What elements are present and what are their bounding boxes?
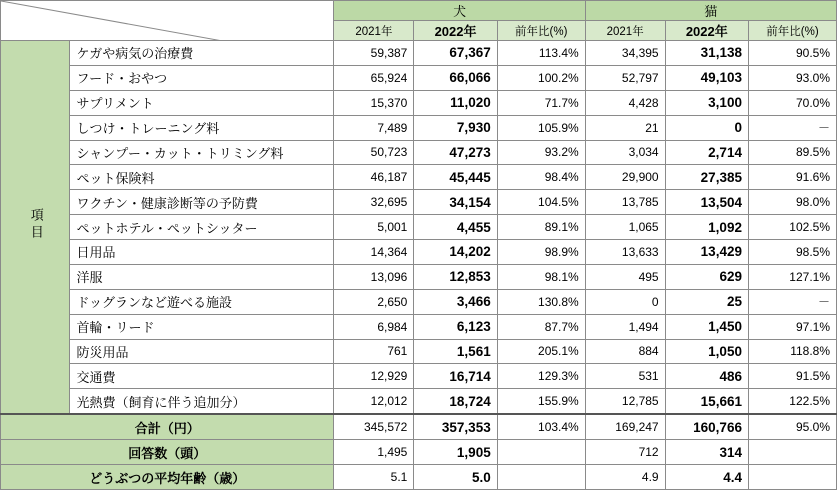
cell-cat-yoy: 118.8%	[748, 339, 836, 364]
cell-dog-yoy: 103.4%	[497, 414, 585, 439]
cell-dog-2022: 6,123	[414, 314, 497, 339]
group-header-dog: 犬	[334, 1, 585, 21]
cell-cat-2022: 314	[665, 440, 748, 465]
cell-cat-2021: 12,785	[585, 389, 665, 414]
cell-dog-2022: 1,905	[414, 440, 497, 465]
cell-cat-2021: 0	[585, 289, 665, 314]
cell-dog-2021: 13,096	[334, 264, 414, 289]
cell-dog-2021: 6,984	[334, 314, 414, 339]
row-item-label: シャンプー・カット・トリミング料	[70, 140, 334, 165]
cell-cat-2021: 1,065	[585, 215, 665, 240]
row-item-label: ケガや病気の治療費	[70, 41, 334, 66]
table-row	[1, 65, 837, 90]
table-row	[1, 240, 837, 265]
col-header-cat-2022: 2022年	[665, 21, 748, 41]
cell-cat-2022: 25	[665, 289, 748, 314]
cell-cat-2022: 27,385	[665, 165, 748, 190]
cell-dog-yoy: 93.2%	[497, 140, 585, 165]
cell-dog-yoy: 129.3%	[497, 364, 585, 389]
table-row	[1, 140, 837, 165]
cell-cat-yoy: 95.0%	[748, 414, 836, 439]
cell-dog-2022: 4,455	[414, 215, 497, 240]
cell-dog-yoy: 205.1%	[497, 339, 585, 364]
cell-dog-2021: 59,387	[334, 41, 414, 66]
cell-dog-2021: 2,650	[334, 289, 414, 314]
cell-dog-yoy: 89.1%	[497, 215, 585, 240]
cell-cat-2021: 495	[585, 264, 665, 289]
row-item-label: ペットホテル・ペットシッター	[70, 215, 334, 240]
cell-dog-2021: 7,489	[334, 115, 414, 140]
row-item-label: ワクチン・健康診断等の予防費	[70, 190, 334, 215]
cell-cat-2021: 712	[585, 440, 665, 465]
cell-dog-yoy: 130.8%	[497, 289, 585, 314]
cell-cat-2022: 160,766	[665, 414, 748, 439]
row-item-label: サプリメント	[70, 90, 334, 115]
cell-cat-yoy: 89.5%	[748, 140, 836, 165]
cell-cat-2022: 629	[665, 264, 748, 289]
cell-dog-2021: 50,723	[334, 140, 414, 165]
cell-cat-2021: 52,797	[585, 65, 665, 90]
row-item-label: 日用品	[70, 240, 334, 265]
cell-dog-2021: 12,012	[334, 389, 414, 414]
cell-cat-2021: 1,494	[585, 314, 665, 339]
cell-cat-yoy: －	[748, 289, 836, 314]
cell-dog-2022: 16,714	[414, 364, 497, 389]
cell-cat-2021: 21	[585, 115, 665, 140]
cell-dog-2021: 32,695	[334, 190, 414, 215]
cell-dog-2021: 15,370	[334, 90, 414, 115]
cell-cat-2021: 3,034	[585, 140, 665, 165]
cell-cat-yoy: 127.1%	[748, 264, 836, 289]
cell-dog-2022: 5.0	[414, 465, 497, 490]
cell-cat-2021: 4,428	[585, 90, 665, 115]
summary-label-responses: 回答数（頭）	[1, 440, 334, 465]
cell-cat-yoy	[748, 465, 836, 490]
cell-dog-2021: 14,364	[334, 240, 414, 265]
cell-dog-yoy	[497, 440, 585, 465]
cell-cat-2022: 4.4	[665, 465, 748, 490]
cell-cat-2022: 1,050	[665, 339, 748, 364]
cell-dog-2022: 66,066	[414, 65, 497, 90]
cell-cat-2021: 531	[585, 364, 665, 389]
cell-cat-yoy: 93.0%	[748, 65, 836, 90]
cell-dog-yoy: 104.5%	[497, 190, 585, 215]
group-header-cat: 猫	[585, 1, 836, 21]
cell-dog-2022: 67,367	[414, 41, 497, 66]
table-row	[1, 289, 837, 314]
table-row	[1, 264, 837, 289]
cell-cat-yoy	[748, 440, 836, 465]
cell-cat-yoy: 91.6%	[748, 165, 836, 190]
col-header-dog-2022: 2022年	[414, 21, 497, 41]
cell-cat-yoy: 98.0%	[748, 190, 836, 215]
cell-cat-2022: 13,504	[665, 190, 748, 215]
cell-dog-yoy: 87.7%	[497, 314, 585, 339]
table-row	[1, 339, 837, 364]
cell-cat-yoy: －	[748, 115, 836, 140]
summary-label-average-age: どうぶつの平均年齢（歳）	[1, 465, 334, 490]
cell-dog-yoy: 98.4%	[497, 165, 585, 190]
row-item-label: 防災用品	[70, 339, 334, 364]
cell-dog-2021: 1,495	[334, 440, 414, 465]
cell-dog-yoy: 98.1%	[497, 264, 585, 289]
col-header-cat-2021: 2021年	[585, 21, 665, 41]
cell-cat-2022: 15,661	[665, 389, 748, 414]
col-header-cat-yoy: 前年比(%)	[748, 21, 836, 41]
table-row	[1, 314, 837, 339]
cell-cat-2021: 13,633	[585, 240, 665, 265]
cell-dog-yoy: 71.7%	[497, 90, 585, 115]
table-row	[1, 165, 837, 190]
row-axis-label: 項目	[1, 41, 70, 415]
summary-row-responses	[1, 440, 837, 465]
cell-cat-2022: 31,138	[665, 41, 748, 66]
cell-cat-2022: 49,103	[665, 65, 748, 90]
cell-cat-2022: 1,092	[665, 215, 748, 240]
cell-dog-2022: 47,273	[414, 140, 497, 165]
table-row	[1, 389, 837, 414]
table-body	[1, 41, 837, 490]
row-item-label: フード・おやつ	[70, 65, 334, 90]
cell-dog-2022: 14,202	[414, 240, 497, 265]
cell-dog-yoy: 113.4%	[497, 41, 585, 66]
cell-cat-2022: 486	[665, 364, 748, 389]
cell-dog-2021: 65,924	[334, 65, 414, 90]
cell-dog-2021: 5.1	[334, 465, 414, 490]
cell-cat-2021: 169,247	[585, 414, 665, 439]
table-row	[1, 115, 837, 140]
cell-dog-2021: 761	[334, 339, 414, 364]
cell-dog-2021: 12,929	[334, 364, 414, 389]
row-item-label: ドッグランなど遊べる施設	[70, 289, 334, 314]
cell-dog-2022: 11,020	[414, 90, 497, 115]
cell-cat-yoy: 122.5%	[748, 389, 836, 414]
summary-row-total	[1, 414, 837, 439]
diagonal-divider-icon	[1, 1, 333, 40]
cell-cat-2021: 34,395	[585, 41, 665, 66]
cell-dog-2022: 12,853	[414, 264, 497, 289]
cell-dog-2021: 5,001	[334, 215, 414, 240]
cell-cat-2021: 4.9	[585, 465, 665, 490]
cell-dog-yoy: 105.9%	[497, 115, 585, 140]
cell-dog-yoy: 100.2%	[497, 65, 585, 90]
cell-dog-2022: 18,724	[414, 389, 497, 414]
cell-dog-2022: 34,154	[414, 190, 497, 215]
cell-cat-yoy: 97.1%	[748, 314, 836, 339]
col-header-dog-2021: 2021年	[334, 21, 414, 41]
col-header-dog-yoy: 前年比(%)	[497, 21, 585, 41]
cell-cat-2022: 1,450	[665, 314, 748, 339]
table-header-group-row	[1, 1, 837, 21]
table-row	[1, 190, 837, 215]
table-row	[1, 41, 837, 66]
cell-cat-yoy: 70.0%	[748, 90, 836, 115]
row-item-label: 首輪・リード	[70, 314, 334, 339]
cell-cat-yoy: 91.5%	[748, 364, 836, 389]
cell-dog-yoy	[497, 465, 585, 490]
summary-row-average-age	[1, 465, 837, 490]
cell-dog-2022: 357,353	[414, 414, 497, 439]
cell-cat-2022: 0	[665, 115, 748, 140]
table-row	[1, 90, 837, 115]
cell-dog-2021: 46,187	[334, 165, 414, 190]
table-row	[1, 364, 837, 389]
cell-cat-2022: 13,429	[665, 240, 748, 265]
cell-dog-2022: 3,466	[414, 289, 497, 314]
row-item-label: しつけ・トレーニング料	[70, 115, 334, 140]
cell-cat-2021: 884	[585, 339, 665, 364]
corner-cell	[1, 1, 334, 41]
cell-cat-2021: 13,785	[585, 190, 665, 215]
cell-cat-yoy: 102.5%	[748, 215, 836, 240]
table-row	[1, 215, 837, 240]
cell-dog-yoy: 98.9%	[497, 240, 585, 265]
row-item-label: ペット保険料	[70, 165, 334, 190]
cell-dog-2022: 45,445	[414, 165, 497, 190]
row-item-label: 光熱費（飼育に伴う追加分）	[70, 389, 334, 414]
cell-cat-2021: 29,900	[585, 165, 665, 190]
row-item-label: 交通費	[70, 364, 334, 389]
cell-cat-2022: 3,100	[665, 90, 748, 115]
cell-cat-yoy: 98.5%	[748, 240, 836, 265]
summary-label-total: 合計（円）	[1, 414, 334, 439]
cell-dog-yoy: 155.9%	[497, 389, 585, 414]
cell-cat-yoy: 90.5%	[748, 41, 836, 66]
cell-dog-2021: 345,572	[334, 414, 414, 439]
cell-cat-2022: 2,714	[665, 140, 748, 165]
cell-dog-2022: 7,930	[414, 115, 497, 140]
row-item-label: 洋服	[70, 264, 334, 289]
cell-dog-2022: 1,561	[414, 339, 497, 364]
